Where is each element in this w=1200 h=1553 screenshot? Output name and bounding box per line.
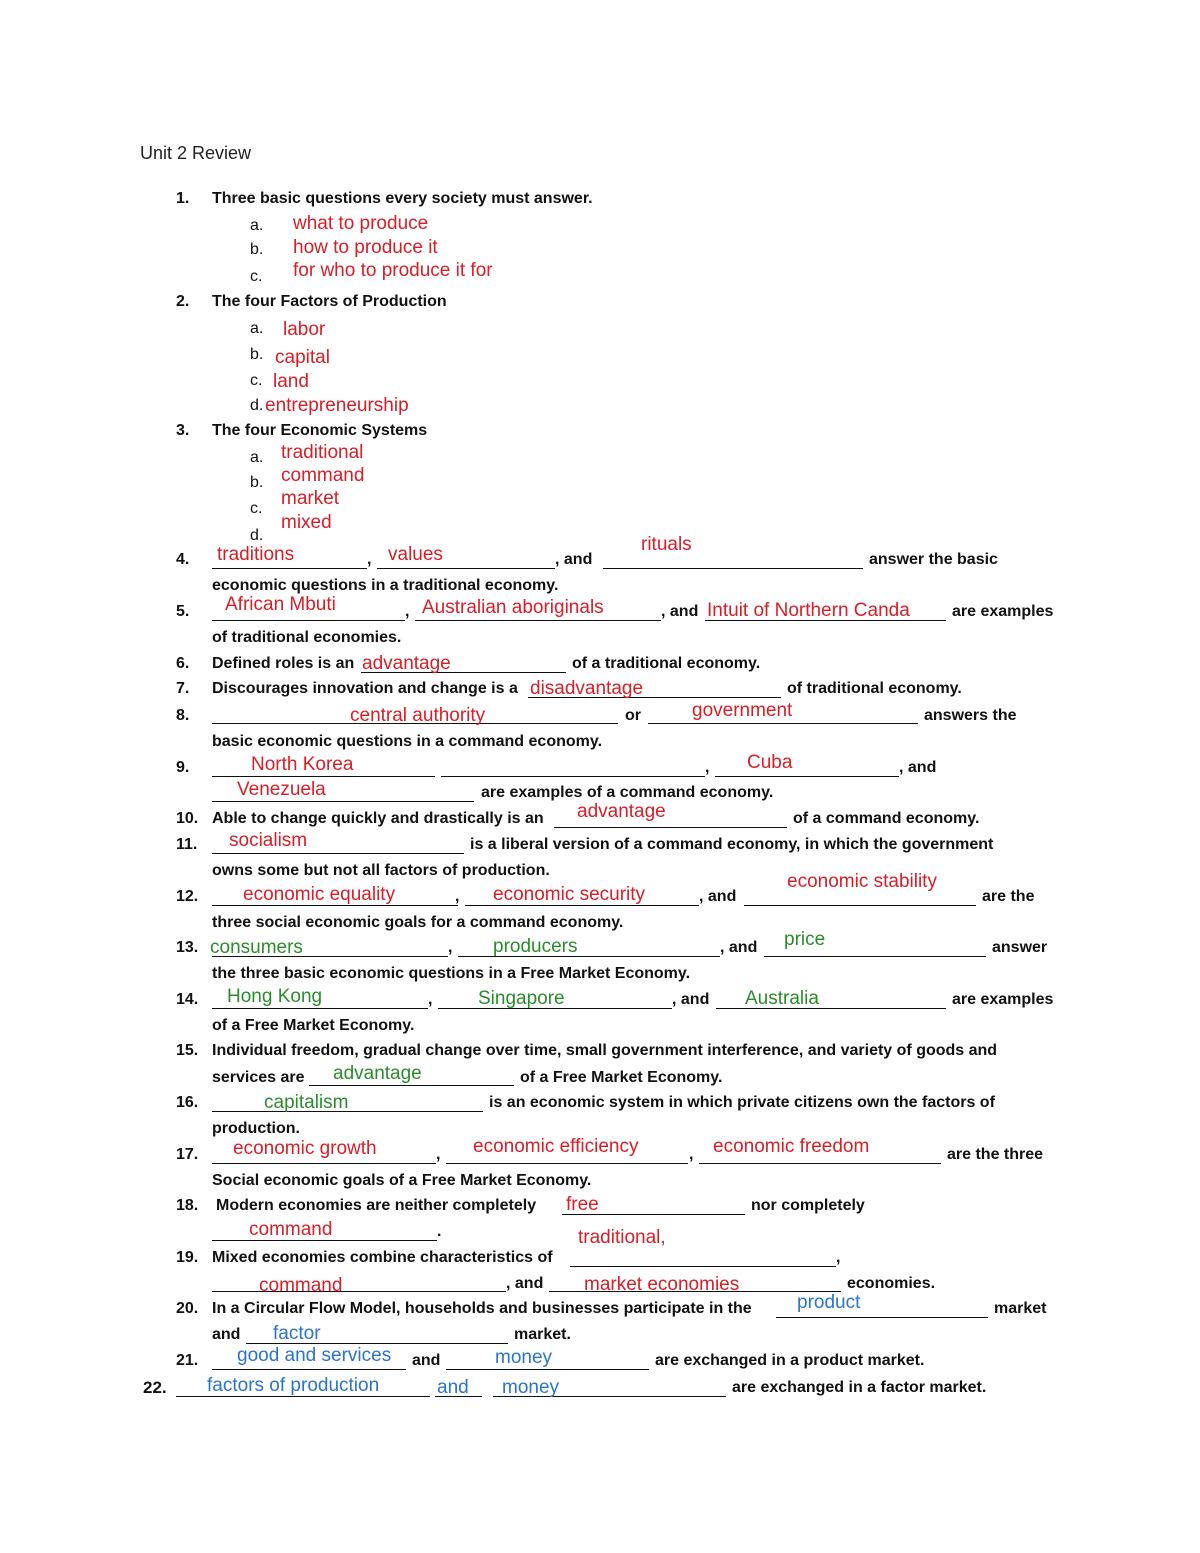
q4-blank-2 (377, 568, 555, 569)
q20-blank-1 (776, 1317, 988, 1318)
q9-and: , and (899, 759, 937, 776)
q21-and: and (412, 1352, 441, 1369)
q4-end: answer the basic (869, 551, 998, 568)
q16-answer[interactable]: capitalism (264, 1092, 349, 1113)
q9-answer-3[interactable]: Venezuela (237, 779, 326, 800)
q10-post: of a command economy. (793, 810, 980, 827)
q18-answer-2[interactable]: command (249, 1219, 333, 1240)
q10-blank (554, 827, 787, 828)
q20-end2: market. (514, 1326, 571, 1343)
q21-blank-2 (446, 1369, 649, 1370)
q21-answer-1[interactable]: good and services (237, 1345, 392, 1366)
q9-comma: , (705, 759, 710, 776)
q9-number: 9. (176, 759, 190, 776)
q17-comma-2: , (689, 1146, 694, 1163)
q21-number: 21. (176, 1352, 199, 1369)
q6-number: 6. (176, 655, 190, 672)
q3-label-c: c. (250, 500, 263, 517)
q12-blank-3 (744, 905, 976, 906)
q15-blank (309, 1085, 514, 1086)
q2-text: The four Factors of Production (212, 293, 447, 310)
q11-post: is a liberal version of a command economy, in which the government (470, 836, 994, 853)
q9-blank-1 (212, 776, 435, 777)
q13-blank-3 (764, 956, 986, 957)
q7-number: 7. (176, 680, 190, 697)
page-title: Unit 2 Review (140, 143, 252, 163)
q5-answer-2[interactable]: Australian aboriginals (422, 597, 604, 618)
q7-post: of traditional economy. (787, 680, 962, 697)
q7-pre: Discourages innovation and change is a (212, 680, 518, 697)
q9-answer-1[interactable]: North Korea (251, 754, 354, 775)
q11-number: 11. (176, 836, 198, 853)
q22-number: 22. (143, 1378, 167, 1397)
q15-answer[interactable]: advantage (333, 1063, 422, 1084)
q12-line2: three social economic goals for a command economy. (212, 914, 624, 931)
q11-answer[interactable]: socialism (229, 830, 308, 851)
q5-comma: , (405, 603, 410, 620)
q12-end: are the (982, 888, 1035, 905)
q5-answer-3[interactable]: Intuit of Northern Canda (707, 600, 910, 621)
q8-blank-2 (648, 723, 918, 724)
q18-period: . (437, 1223, 442, 1240)
q6-answer[interactable]: advantage (362, 653, 451, 674)
q4-number: 4. (176, 551, 190, 568)
q3-answer-c[interactable]: market (281, 488, 340, 509)
q21-answer-2[interactable]: money (495, 1347, 553, 1368)
q15-pre: services are (212, 1069, 305, 1086)
q3-label-b: b. (250, 474, 264, 491)
q12-answer-2[interactable]: economic security (493, 884, 646, 905)
q21-end: are exchanged in a product market. (655, 1352, 925, 1369)
q19-answer-1[interactable]: traditional, (578, 1227, 666, 1248)
q3-number: 3. (176, 422, 190, 439)
q8-or: or (625, 707, 641, 724)
q17-blank-2 (446, 1163, 688, 1164)
q22-end: are exchanged in a factor market. (732, 1379, 987, 1396)
q14-answer-3[interactable]: Australia (745, 988, 819, 1009)
q8-answer-2[interactable]: government (692, 700, 793, 721)
q1-text: Three basic questions every society must answer. (212, 190, 593, 207)
q4-blank-1 (212, 568, 367, 569)
q12-and: , and (699, 888, 737, 905)
q11-blank (212, 853, 464, 854)
q13-line2: the three basic economic questions in a Free Market Economy. (212, 965, 691, 982)
q9-line2-end: are examples of a command economy. (481, 784, 774, 801)
q19-blank-2 (212, 1291, 506, 1292)
q3-label-a: a. (250, 449, 264, 466)
q16-number: 16. (176, 1094, 199, 1111)
q15-post: of a Free Market Economy. (520, 1069, 723, 1086)
q1-label-c: c. (250, 268, 263, 285)
q17-answer-3[interactable]: economic freedom (713, 1136, 870, 1157)
q5-and: , and (661, 603, 699, 620)
q19-and: , and (506, 1275, 544, 1292)
q5-answer-1[interactable]: African Mbuti (225, 594, 336, 615)
q17-blank-1 (212, 1163, 436, 1164)
q1-label-b: b. (250, 241, 264, 258)
q16-line2: production. (212, 1120, 300, 1137)
q14-line2: of a Free Market Economy. (212, 1017, 415, 1034)
q18-number: 18. (176, 1197, 199, 1214)
q20-answer-1[interactable]: product (797, 1292, 861, 1313)
q4-blank-3 (603, 568, 863, 569)
q20-and: and (212, 1326, 241, 1343)
q4-and: , and (555, 551, 593, 568)
q7-answer[interactable]: disadvantage (530, 678, 644, 699)
q10-answer[interactable]: advantage (577, 801, 666, 822)
q9-blank-2 (441, 776, 705, 777)
q12-number: 12. (176, 888, 199, 905)
q2-label-a: a. (250, 320, 264, 337)
q3-label-d: d. (250, 527, 264, 544)
q21-blank-1 (212, 1369, 406, 1370)
q12-answer-1[interactable]: economic equality (243, 884, 396, 905)
q2-label-d: d. (250, 397, 264, 414)
q2-label-b: b. (250, 346, 264, 363)
q8-line2: basic economic questions in a command economy. (212, 733, 603, 750)
q4-line2: economic questions in a traditional economy. (212, 577, 559, 594)
q5-end: are examples (952, 603, 1054, 620)
q19-answer-3[interactable]: market economies (584, 1274, 740, 1295)
q14-number: 14. (176, 991, 199, 1008)
q3-text: The four Economic Systems (212, 422, 428, 439)
q13-number: 13. (176, 939, 199, 956)
q14-answer-2[interactable]: Singapore (478, 988, 565, 1009)
q13-answer-1[interactable]: consumers (210, 937, 303, 958)
q13-and: , and (720, 939, 758, 956)
q19-answer-2[interactable]: command (259, 1275, 343, 1296)
q2-answer-b[interactable]: capital (275, 347, 330, 368)
q8-end: answers the (924, 707, 1017, 724)
q17-number: 17. (176, 1146, 199, 1163)
q6-pre: Defined roles is an (212, 655, 355, 672)
q5-blank-1 (212, 620, 405, 621)
q5-line2: of traditional economies. (212, 629, 402, 646)
q4-answer-2[interactable]: values (388, 544, 443, 565)
q14-answer-1[interactable]: Hong Kong (227, 986, 323, 1007)
q1-label-a: a. (250, 217, 264, 234)
q9-blank-3 (715, 776, 899, 777)
q2-answer-d[interactable]: entrepreneurship (265, 395, 409, 416)
q22-answer-2[interactable]: and (437, 1377, 469, 1398)
q14-comma: , (428, 991, 433, 1008)
q14-and: , and (672, 991, 710, 1008)
q17-comma-1: , (436, 1146, 441, 1163)
q17-answer-2[interactable]: economic efficiency (473, 1136, 639, 1157)
q4-comma: , (367, 551, 372, 568)
q20-pre: In a Circular Flow Model, households and businesses participate in the (212, 1300, 752, 1317)
q3-answer-a[interactable]: traditional (281, 442, 364, 463)
q9-blank-4 (212, 801, 474, 802)
q13-end: answer (992, 939, 1048, 956)
q1-answer-a[interactable]: what to produce (293, 213, 429, 234)
q22-answer-3[interactable]: money (502, 1377, 560, 1398)
q12-answer-3[interactable]: economic stability (787, 871, 937, 892)
q13-comma: , (448, 939, 453, 956)
q10-number: 10. (176, 810, 199, 827)
q1-answer-b[interactable]: how to produce it (293, 237, 438, 258)
q1-number: 1. (176, 190, 190, 207)
q6-post: of a traditional economy. (572, 655, 761, 672)
q15-number: 15. (176, 1042, 199, 1059)
q19-blank-1 (570, 1266, 836, 1267)
q18-pre: Modern economies are neither completely (216, 1197, 537, 1214)
q17-blank-3 (699, 1163, 941, 1164)
q18-post: nor completely (751, 1197, 865, 1214)
q4-answer-1[interactable]: traditions (217, 544, 295, 565)
q1-answer-c[interactable]: for who to produce it for (293, 260, 493, 281)
q2-label-c: c. (250, 372, 263, 389)
q19-pre: Mixed economies combine characteristics of (212, 1249, 553, 1266)
q13-answer-3[interactable]: price (784, 929, 826, 950)
q12-comma: , (455, 888, 460, 905)
q14-end: are examples (952, 991, 1054, 1008)
q5-number: 5. (176, 603, 190, 620)
q17-answer-1[interactable]: economic growth (233, 1138, 377, 1159)
q17-end: are the three (947, 1146, 1044, 1163)
q2-answer-a[interactable]: labor (283, 319, 326, 340)
q20-number: 20. (176, 1300, 199, 1317)
q20-end: market (994, 1300, 1047, 1317)
q19-end: economies. (847, 1275, 936, 1292)
q11-line2: owns some but not all factors of production. (212, 862, 550, 879)
q2-number: 2. (176, 293, 190, 310)
q16-post: is an economic system in which private citizens own the factors of (489, 1094, 995, 1111)
q18-answer-1[interactable]: free (566, 1194, 599, 1215)
q9-answer-2[interactable]: Cuba (747, 752, 793, 773)
q22-answer-1[interactable]: factors of production (207, 1375, 380, 1396)
q19-number: 19. (176, 1249, 199, 1266)
q14-blank-1 (212, 1008, 428, 1009)
q19-comma: , (836, 1249, 841, 1266)
q2-answer-c[interactable]: land (273, 371, 309, 392)
q13-answer-2[interactable]: producers (493, 936, 578, 957)
q20-answer-2[interactable]: factor (273, 1323, 321, 1344)
q4-answer-3[interactable]: rituals (641, 534, 692, 555)
q17-line2: Social economic goals of a Free Market Economy. (212, 1172, 592, 1189)
q3-answer-d[interactable]: mixed (281, 512, 332, 533)
q10-pre: Able to change quickly and drastically is an (212, 810, 544, 827)
q8-number: 8. (176, 707, 190, 724)
q5-blank-2 (415, 620, 661, 621)
q8-answer-1[interactable]: central authority (350, 705, 486, 726)
q15-line1: Individual freedom, gradual change over time, small government interference, and variety of goods and (212, 1042, 998, 1059)
q3-answer-b[interactable]: command (281, 465, 365, 486)
